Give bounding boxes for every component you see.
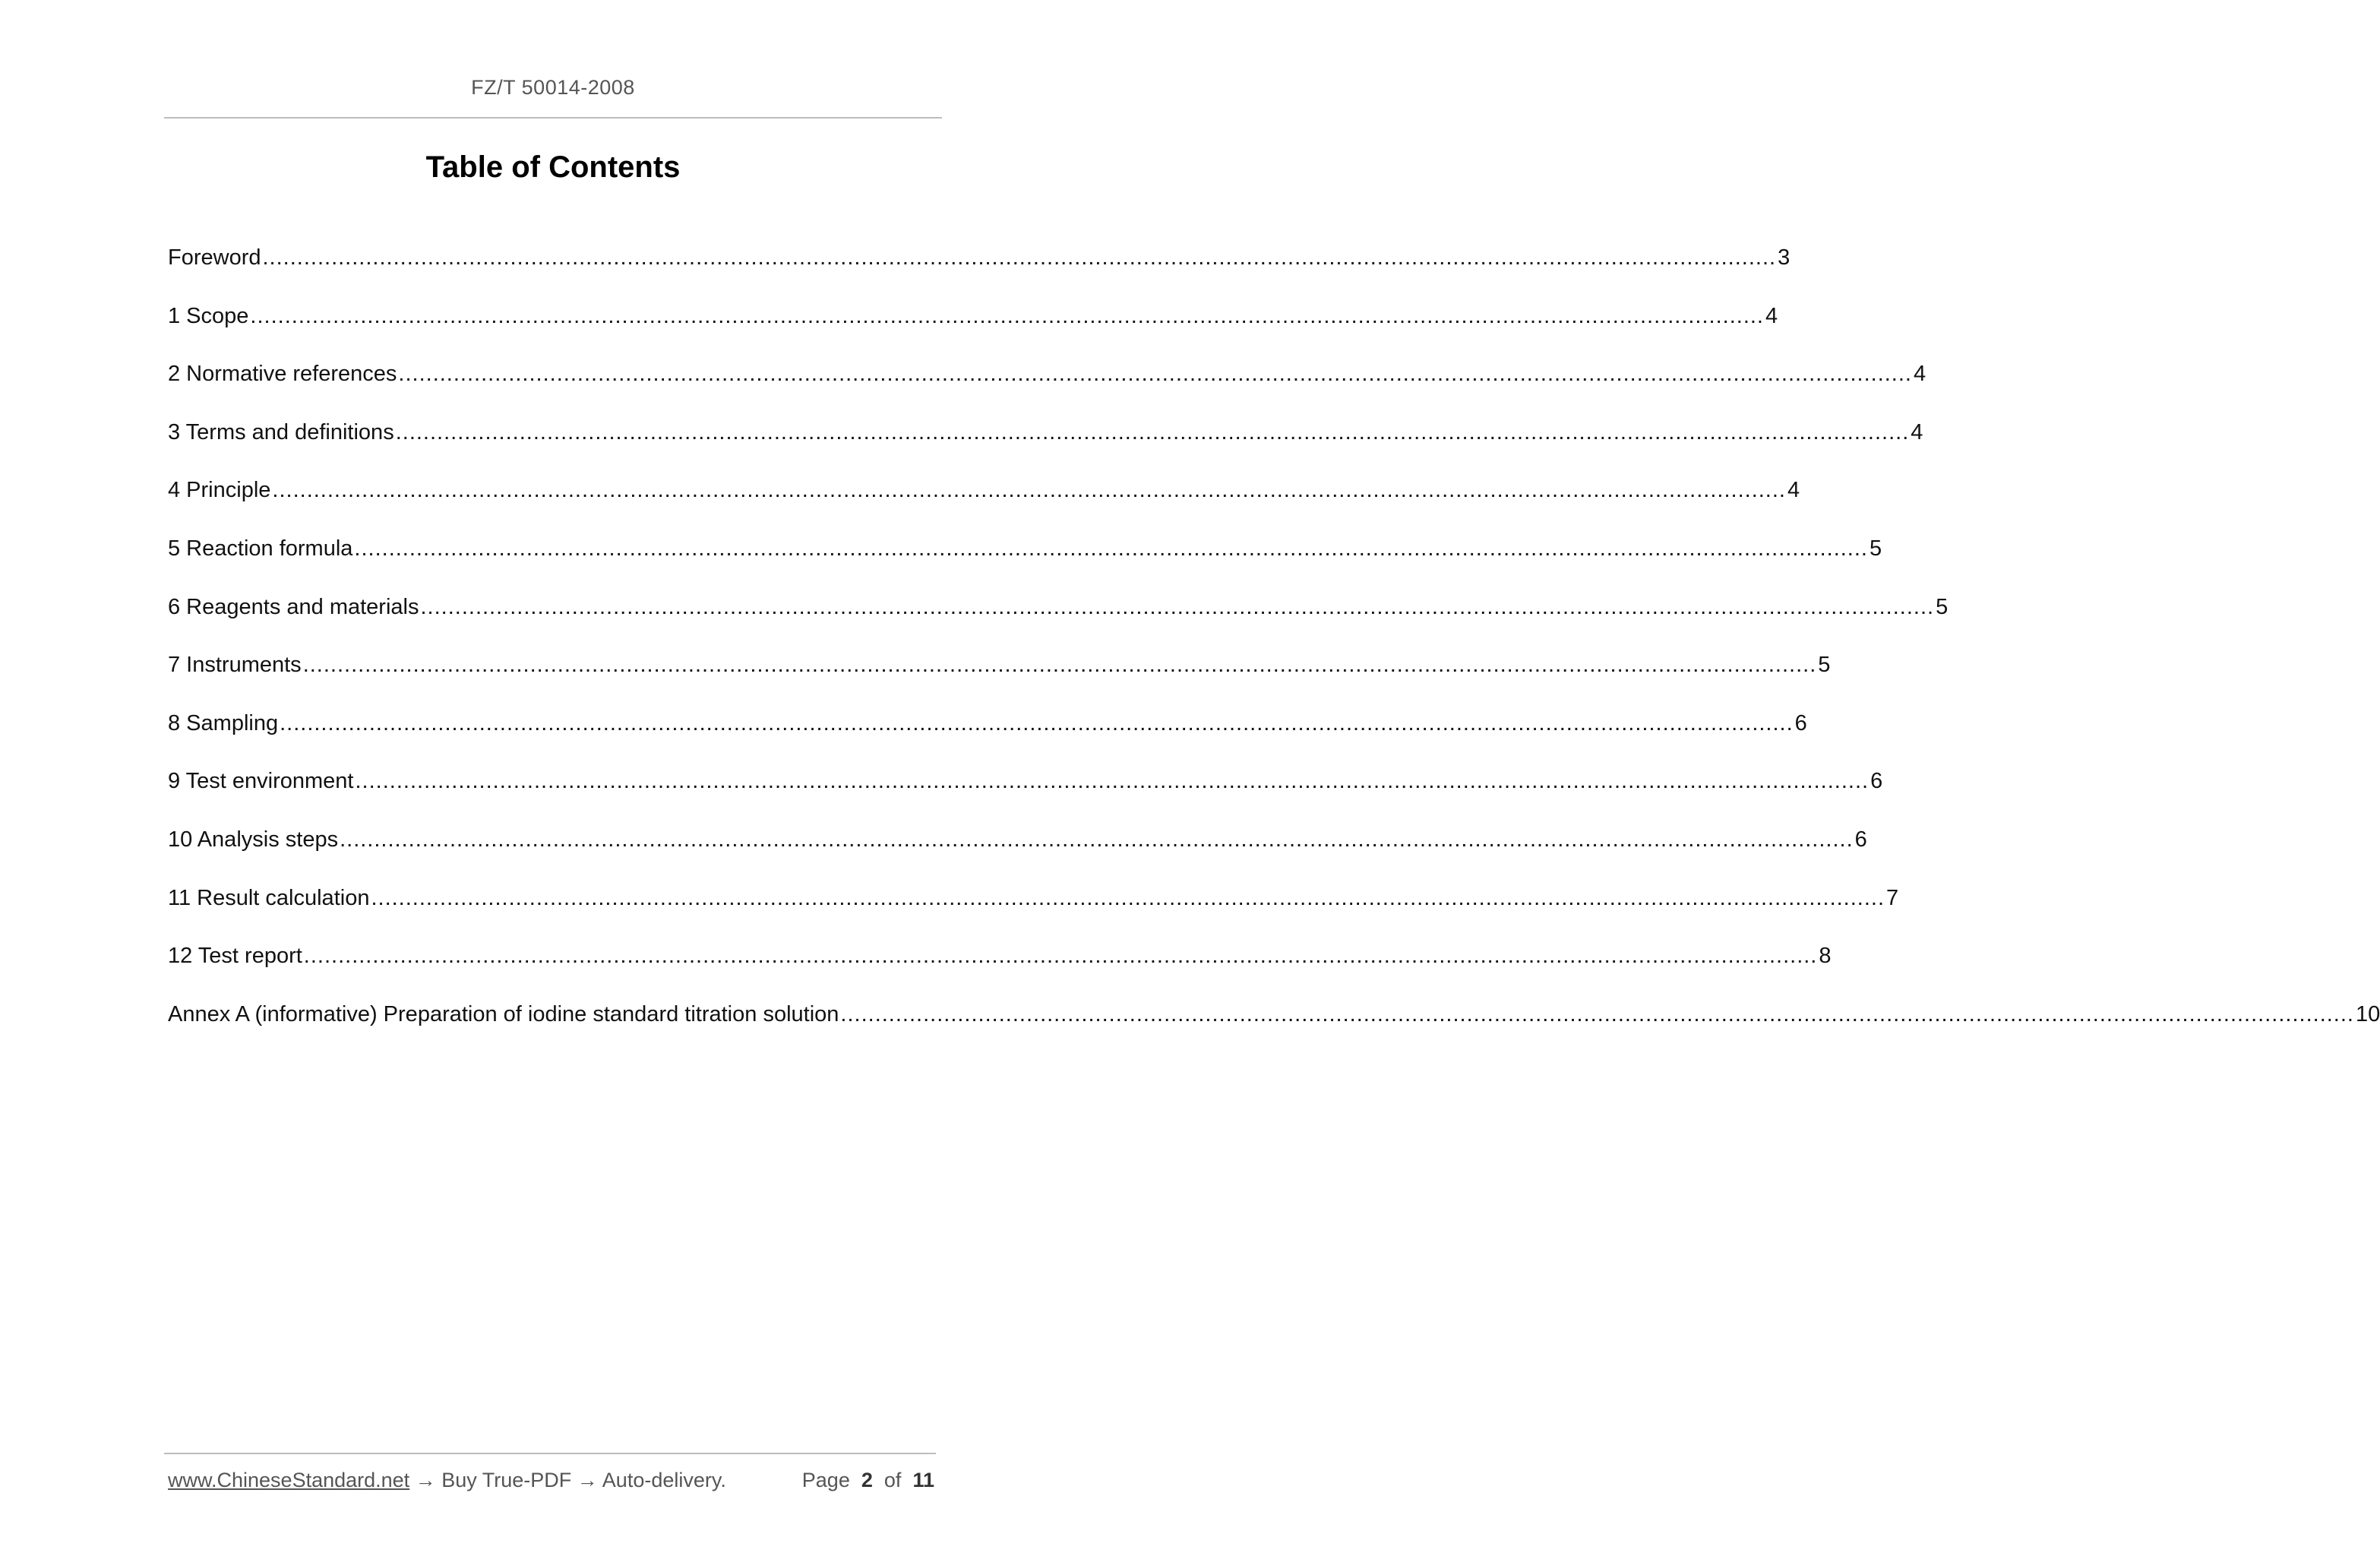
toc-dot-leader: ............................................................................................................................................................................................................................ — [250, 303, 1764, 328]
toc-entry[interactable] — [168, 473, 1800, 531]
current-page-number: 2 — [861, 1469, 873, 1491]
toc-entry-label: 4 Principle — [168, 478, 271, 503]
toc-entry-label: 10 Analysis steps — [168, 827, 339, 852]
toc-entry-label: Annex A (informative) Preparation of iodine standard titration solution — [168, 1001, 839, 1026]
toc-entry-page: 5 — [1818, 653, 1831, 678]
toc-entry-label: 3 Terms and definitions — [168, 419, 394, 444]
delivery-text: Auto-delivery. — [602, 1469, 726, 1491]
toc-entry-label: 5 Reaction formula — [168, 536, 353, 561]
page-label: Page — [801, 1469, 850, 1491]
toc-dot-leader: ............................................................................................................................................................................................................................ — [420, 594, 1935, 619]
toc-entry-page: 6 — [1854, 827, 1867, 852]
toc-entry-label: 6 Reagents and materials — [168, 594, 419, 619]
toc-entry-label: 1 Scope — [168, 303, 249, 328]
buy-text: Buy True-PDF — [441, 1469, 572, 1491]
toc-entry-page: 4 — [1787, 478, 1800, 503]
toc-entry-page: 4 — [1913, 362, 1926, 387]
toc-entry[interactable] — [168, 240, 1791, 299]
toc-entry-label: 7 Instruments — [168, 653, 302, 678]
toc-entry[interactable] — [168, 938, 1832, 997]
toc-entry[interactable] — [168, 531, 1882, 590]
toc-entry-page: 8 — [1819, 944, 1832, 969]
toc-entry-page: 5 — [1869, 536, 1882, 561]
page-title: Table of Contents — [425, 150, 681, 184]
table-of-contents — [168, 240, 2380, 1055]
toc-entry-label: 11 Result calculation — [168, 885, 370, 910]
toc-entry[interactable] — [168, 356, 1926, 415]
toc-dot-leader: ............................................................................................................................................................................................................................ — [840, 1001, 2354, 1026]
toc-dot-leader: ............................................................................................................................................................................................................................ — [262, 245, 1777, 270]
toc-entry-page: 5 — [1936, 594, 1949, 619]
toc-dot-leader: ............................................................................................................................................................................................................................ — [371, 885, 1885, 910]
header-divider — [164, 117, 942, 119]
footer-divider — [164, 1453, 936, 1454]
website-link[interactable]: www.ChineseStandard.net — [168, 1469, 410, 1491]
arrow-right-icon: → — [415, 1469, 436, 1491]
toc-entry-label: Foreword — [168, 245, 261, 270]
toc-entry-page: 3 — [1778, 245, 1791, 270]
toc-entry[interactable] — [168, 415, 1923, 473]
page-indicator — [802, 1465, 934, 1495]
toc-entry[interactable] — [168, 764, 1883, 822]
toc-entry[interactable] — [168, 881, 1899, 939]
toc-dot-leader: ............................................................................................................................................................................................................................ — [272, 478, 1786, 503]
arrow-right-icon: → — [577, 1469, 598, 1491]
toc-entry[interactable] — [168, 997, 2380, 1055]
toc-entry-page: 4 — [1765, 303, 1778, 328]
toc-entry-page: 6 — [1870, 769, 1883, 794]
toc-dot-leader: ............................................................................................................................................................................................................................ — [303, 944, 1818, 969]
toc-entry[interactable] — [168, 647, 1831, 706]
toc-entry-label: 12 Test report — [168, 944, 302, 969]
of-label: of — [883, 1469, 902, 1491]
toc-dot-leader: ............................................................................................................................................................................................................................ — [280, 710, 1794, 735]
toc-entry-page: 10 — [2355, 1001, 2380, 1026]
toc-entry-page: 4 — [1911, 419, 1923, 444]
document-code: FZ/T 50014-2008 — [471, 76, 635, 99]
toc-entry-page: 6 — [1794, 710, 1807, 735]
toc-dot-leader: ............................................................................................................................................................................................................................ — [398, 362, 1912, 387]
toc-dot-leader: ............................................................................................................................................................................................................................ — [302, 653, 1817, 678]
footer-promo — [168, 1465, 726, 1495]
toc-entry[interactable] — [168, 706, 1807, 764]
footer — [168, 1465, 936, 1495]
toc-entry-label: 2 Normative references — [168, 362, 397, 387]
toc-entry[interactable] — [168, 822, 1867, 881]
toc-dot-leader: ............................................................................................................................................................................................................................ — [355, 769, 1870, 794]
toc-entry-label: 9 Test environment — [168, 769, 354, 794]
toc-dot-leader: ............................................................................................................................................................................................................................ — [395, 419, 1910, 444]
toc-entry-label: 8 Sampling — [168, 710, 279, 735]
toc-entry[interactable] — [168, 590, 1949, 648]
toc-entry-page: 7 — [1886, 885, 1899, 910]
toc-dot-leader: ............................................................................................................................................................................................................................ — [354, 536, 1868, 561]
toc-entry[interactable] — [168, 299, 1778, 357]
toc-dot-leader: ............................................................................................................................................................................................................................ — [340, 827, 1854, 852]
total-pages-number: 11 — [912, 1469, 934, 1491]
